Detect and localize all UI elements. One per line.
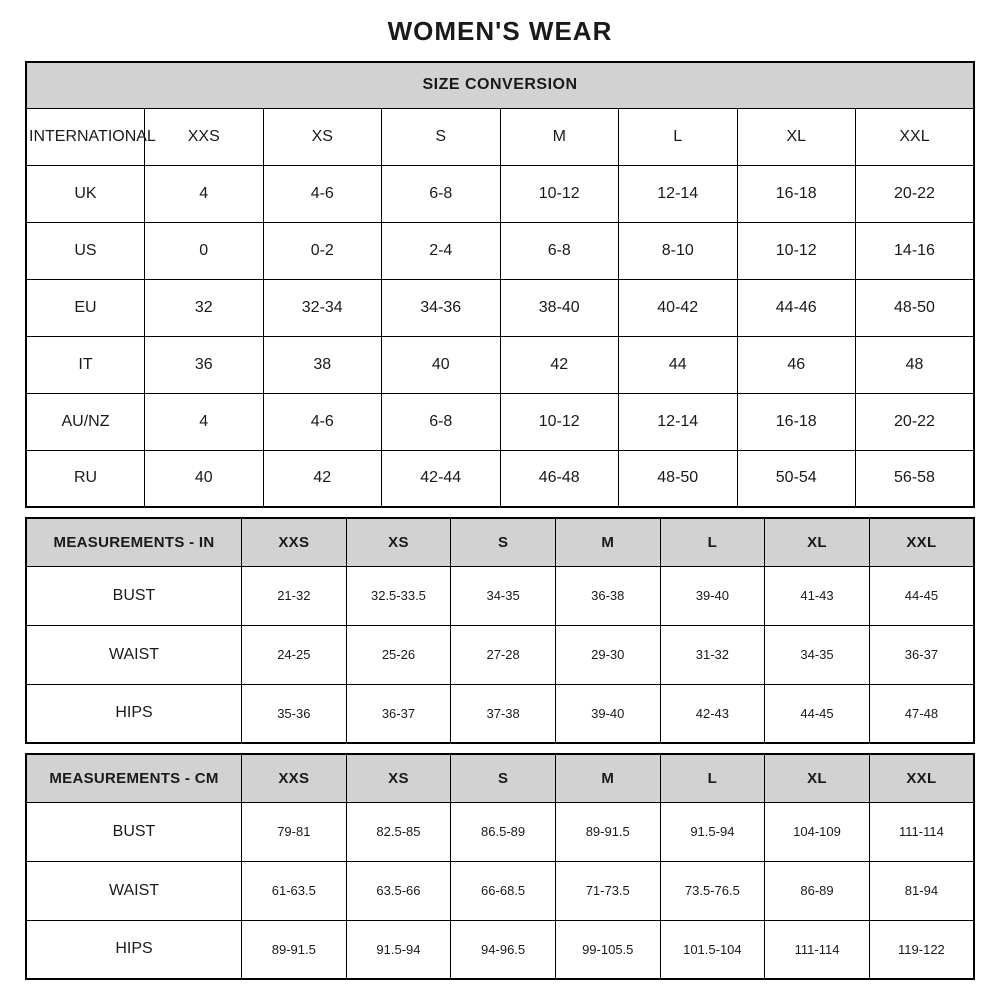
- value-cell: 39-40: [555, 684, 660, 743]
- value-cell: 38-40: [500, 279, 619, 336]
- row-label: HIPS: [26, 920, 242, 979]
- value-cell: 86.5-89: [451, 802, 556, 861]
- value-cell: 44-46: [737, 279, 856, 336]
- value-cell: 10-12: [500, 393, 619, 450]
- value-cell: 36: [145, 336, 264, 393]
- size-conversion-table: [25, 61, 975, 508]
- value-cell: 61-63.5: [242, 861, 347, 920]
- value-cell: 32.5-33.5: [346, 566, 451, 625]
- table-header-row: [26, 754, 974, 802]
- value-cell: 31-32: [660, 625, 765, 684]
- value-cell: 81-94: [869, 861, 974, 920]
- value-cell: 99-105.5: [555, 920, 660, 979]
- size-header: M: [555, 754, 660, 802]
- row-label: US: [26, 222, 145, 279]
- table-row: [26, 450, 974, 507]
- size-header: XXL: [869, 754, 974, 802]
- value-cell: 42: [263, 450, 382, 507]
- table-row: [26, 336, 974, 393]
- value-cell: 25-26: [346, 625, 451, 684]
- value-cell: 94-96.5: [451, 920, 556, 979]
- table-header-row: [26, 518, 974, 566]
- value-cell: 36-37: [869, 625, 974, 684]
- value-cell: 32-34: [263, 279, 382, 336]
- table-row: [26, 566, 974, 625]
- value-cell: 32: [145, 279, 264, 336]
- value-cell: 27-28: [451, 625, 556, 684]
- value-cell: 20-22: [856, 165, 975, 222]
- value-cell: 47-48: [869, 684, 974, 743]
- value-cell: 34-35: [451, 566, 556, 625]
- table-row: [26, 684, 974, 743]
- table-row: [26, 222, 974, 279]
- value-cell: 73.5-76.5: [660, 861, 765, 920]
- value-cell: 48-50: [856, 279, 975, 336]
- table-row: [26, 861, 974, 920]
- row-label: IT: [26, 336, 145, 393]
- size-header: XXL: [856, 108, 975, 165]
- size-header: M: [500, 108, 619, 165]
- size-header: XS: [263, 108, 382, 165]
- value-cell: 42-44: [382, 450, 501, 507]
- header-label: MEASUREMENTS - CM: [26, 754, 242, 802]
- row-label: UK: [26, 165, 145, 222]
- value-cell: 82.5-85: [346, 802, 451, 861]
- size-header: XXS: [145, 108, 264, 165]
- size-header: S: [451, 754, 556, 802]
- value-cell: 10-12: [737, 222, 856, 279]
- value-cell: 48-50: [619, 450, 738, 507]
- size-header: S: [451, 518, 556, 566]
- value-cell: 36-38: [555, 566, 660, 625]
- value-cell: 12-14: [619, 165, 738, 222]
- value-cell: 10-12: [500, 165, 619, 222]
- value-cell: 34-35: [765, 625, 870, 684]
- size-header: L: [660, 754, 765, 802]
- value-cell: 111-114: [765, 920, 870, 979]
- value-cell: 35-36: [242, 684, 347, 743]
- value-cell: 91.5-94: [660, 802, 765, 861]
- value-cell: 66-68.5: [451, 861, 556, 920]
- size-header: XS: [346, 518, 451, 566]
- size-header: M: [555, 518, 660, 566]
- size-header: XS: [346, 754, 451, 802]
- value-cell: 119-122: [869, 920, 974, 979]
- value-cell: 24-25: [242, 625, 347, 684]
- value-cell: 8-10: [619, 222, 738, 279]
- value-cell: 89-91.5: [555, 802, 660, 861]
- value-cell: 42: [500, 336, 619, 393]
- size-conversion-caption-row: [26, 62, 974, 108]
- value-cell: 104-109: [765, 802, 870, 861]
- value-cell: 37-38: [451, 684, 556, 743]
- row-label: WAIST: [26, 861, 242, 920]
- value-cell: 34-36: [382, 279, 501, 336]
- size-header: L: [660, 518, 765, 566]
- value-cell: 14-16: [856, 222, 975, 279]
- table-row: [26, 165, 974, 222]
- value-cell: 56-58: [856, 450, 975, 507]
- value-cell: 44: [619, 336, 738, 393]
- value-cell: 4: [145, 165, 264, 222]
- value-cell: 44-45: [869, 566, 974, 625]
- value-cell: 21-32: [242, 566, 347, 625]
- table-header-row: [26, 108, 974, 165]
- size-header: XL: [765, 754, 870, 802]
- size-header: XL: [765, 518, 870, 566]
- value-cell: 41-43: [765, 566, 870, 625]
- table-row: [26, 393, 974, 450]
- measurements-in-table: [25, 517, 975, 744]
- measurements-cm-table: [25, 753, 975, 980]
- value-cell: 40: [382, 336, 501, 393]
- header-label: MEASUREMENTS - IN: [26, 518, 242, 566]
- header-label: INTERNATIONAL: [26, 108, 145, 165]
- size-header: XXS: [242, 518, 347, 566]
- value-cell: 111-114: [869, 802, 974, 861]
- value-cell: 44-45: [765, 684, 870, 743]
- value-cell: 38: [263, 336, 382, 393]
- value-cell: 0-2: [263, 222, 382, 279]
- row-label: RU: [26, 450, 145, 507]
- value-cell: 79-81: [242, 802, 347, 861]
- row-label: EU: [26, 279, 145, 336]
- value-cell: 63.5-66: [346, 861, 451, 920]
- size-conversion-title: SIZE CONVERSION: [26, 62, 974, 108]
- value-cell: 16-18: [737, 393, 856, 450]
- value-cell: 39-40: [660, 566, 765, 625]
- value-cell: 16-18: [737, 165, 856, 222]
- value-cell: 6-8: [382, 165, 501, 222]
- value-cell: 20-22: [856, 393, 975, 450]
- value-cell: 40: [145, 450, 264, 507]
- value-cell: 6-8: [382, 393, 501, 450]
- table-row: [26, 920, 974, 979]
- size-header: XXS: [242, 754, 347, 802]
- value-cell: 91.5-94: [346, 920, 451, 979]
- value-cell: 4-6: [263, 165, 382, 222]
- value-cell: 86-89: [765, 861, 870, 920]
- row-label: BUST: [26, 802, 242, 861]
- value-cell: 101.5-104: [660, 920, 765, 979]
- size-header: XXL: [869, 518, 974, 566]
- value-cell: 4-6: [263, 393, 382, 450]
- row-label: WAIST: [26, 625, 242, 684]
- value-cell: 12-14: [619, 393, 738, 450]
- size-header: S: [382, 108, 501, 165]
- table-row: [26, 802, 974, 861]
- value-cell: 89-91.5: [242, 920, 347, 979]
- value-cell: 42-43: [660, 684, 765, 743]
- row-label: HIPS: [26, 684, 242, 743]
- value-cell: 50-54: [737, 450, 856, 507]
- table-row: [26, 279, 974, 336]
- value-cell: 29-30: [555, 625, 660, 684]
- page-title: WOMEN'S WEAR: [387, 16, 613, 46]
- value-cell: 2-4: [382, 222, 501, 279]
- value-cell: 40-42: [619, 279, 738, 336]
- value-cell: 48: [856, 336, 975, 393]
- value-cell: 46: [737, 336, 856, 393]
- size-header: XL: [737, 108, 856, 165]
- value-cell: 71-73.5: [555, 861, 660, 920]
- row-label: BUST: [26, 566, 242, 625]
- value-cell: 4: [145, 393, 264, 450]
- value-cell: 46-48: [500, 450, 619, 507]
- size-header: L: [619, 108, 738, 165]
- table-row: [26, 625, 974, 684]
- value-cell: 0: [145, 222, 264, 279]
- value-cell: 6-8: [500, 222, 619, 279]
- value-cell: 36-37: [346, 684, 451, 743]
- row-label: AU/NZ: [26, 393, 145, 450]
